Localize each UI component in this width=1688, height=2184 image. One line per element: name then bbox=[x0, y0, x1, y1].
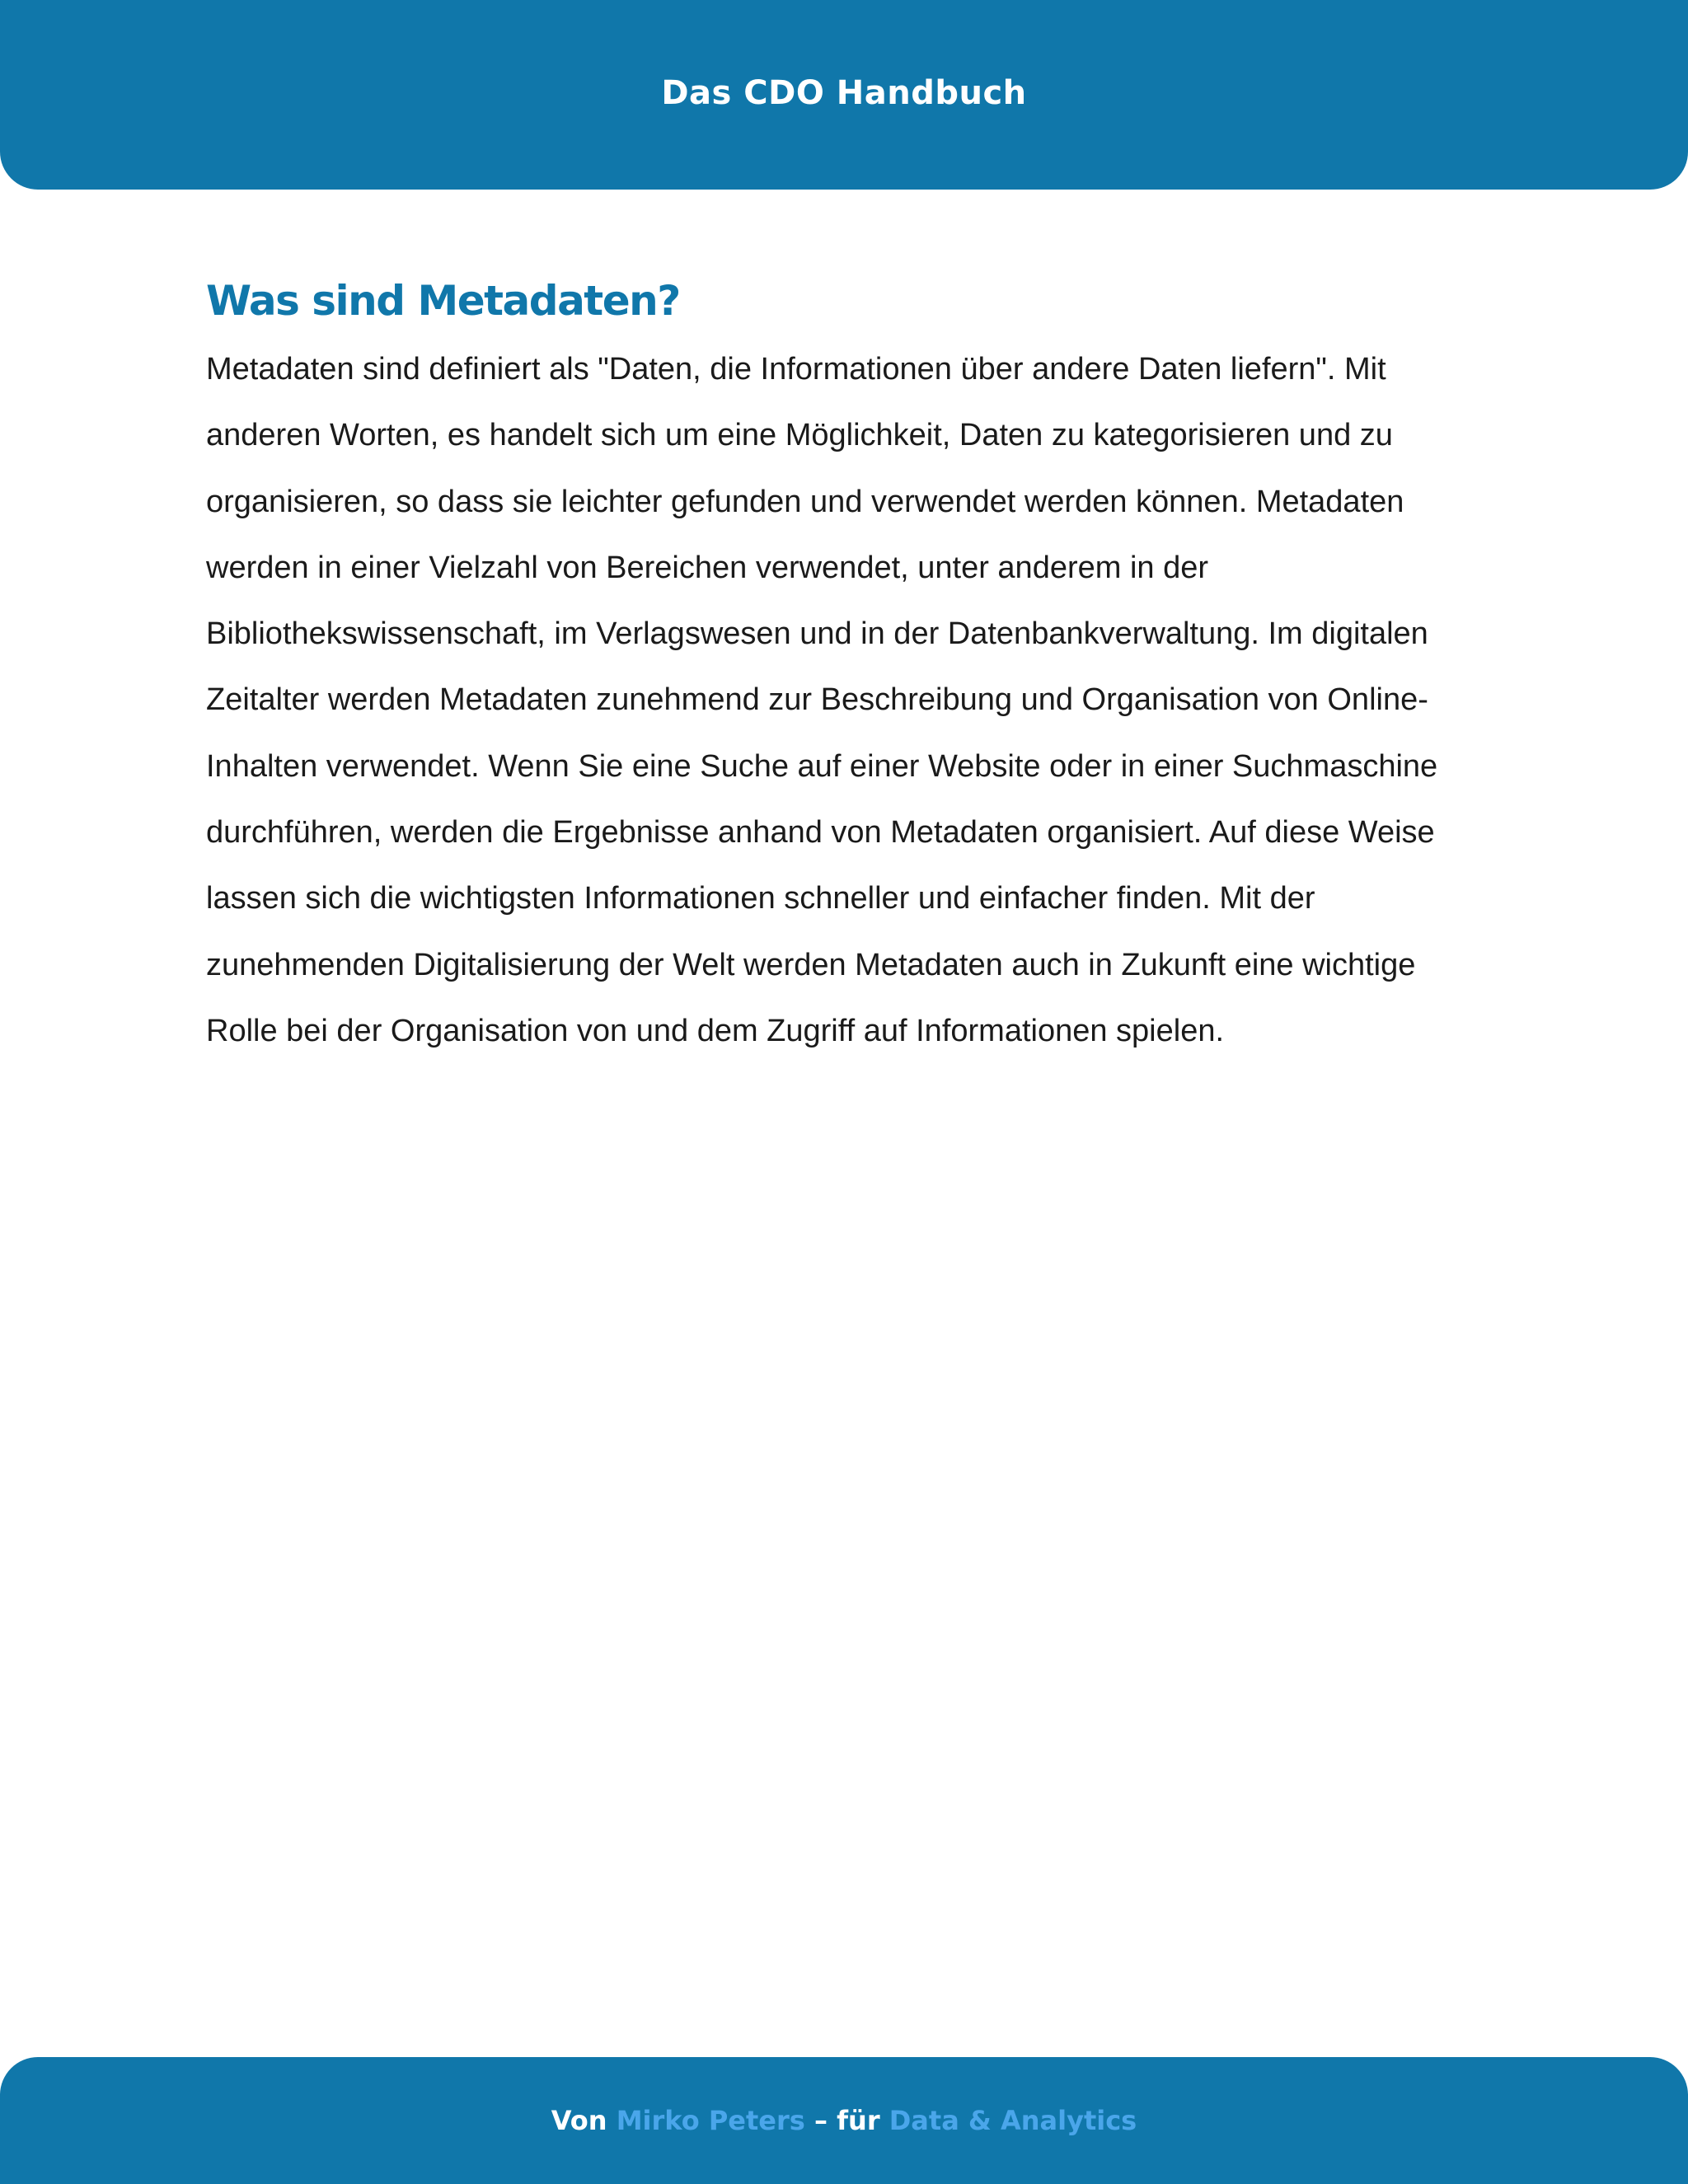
footer-separator: – für bbox=[804, 2105, 889, 2136]
paragraph-line: anderen Worten, es handelt sich um eine Möglichkeit, Daten zu kategorisieren und zu bbox=[206, 418, 1393, 453]
paragraph-line: zunehmenden Digitalisierung der Welt werden Metadaten auch in Zukunft eine wichtige bbox=[206, 947, 1416, 982]
page-footer bbox=[0, 2057, 1688, 2184]
paragraph-line: Bibliothekswissenschaft, im Verlagswesen und in der Datenbankverwaltung. Im digitalen bbox=[206, 616, 1428, 652]
page-header bbox=[0, 0, 1688, 190]
paragraph-line: durchführen, werden die Ergebnisse anhand von Metadaten organisiert. Auf diese Weise bbox=[206, 815, 1435, 851]
footer-prefix: Von bbox=[551, 2105, 617, 2136]
paragraph-line: Inhalten verwendet. Wenn Sie eine Suche auf einer Website oder in einer Suchmaschine bbox=[206, 748, 1438, 784]
paragraph-line: Metadaten sind definiert als "Daten, die Informationen über andere Daten liefern". Mit bbox=[206, 352, 1386, 387]
header-title: Das CDO Handbuch bbox=[661, 74, 1027, 112]
paragraph-line: werden in einer Vielzahl von Bereichen verwendet, unter anderem in der bbox=[206, 550, 1209, 585]
paragraph-line: Rolle bei der Organisation von und dem Zugriff auf Informationen spielen. bbox=[206, 1013, 1225, 1048]
section-heading: Was sind Metadaten? bbox=[206, 277, 680, 325]
footer-credit bbox=[551, 2105, 1137, 2136]
footer-author: Mirko Peters bbox=[616, 2105, 805, 2136]
paragraph-line: organisieren, so dass sie leichter gefunden und verwendet werden können. Metadaten bbox=[206, 484, 1404, 519]
paragraph-line: lassen sich die wichtigsten Informationen schneller und einfacher finden. Mit der bbox=[206, 881, 1315, 916]
body-paragraph bbox=[206, 336, 1475, 1064]
main-content bbox=[206, 265, 1475, 1064]
paragraph-line: Zeitalter werden Metadaten zunehmend zur Beschreibung und Organisation von Online- bbox=[206, 682, 1428, 718]
footer-organization: Data & Analytics bbox=[889, 2105, 1137, 2136]
